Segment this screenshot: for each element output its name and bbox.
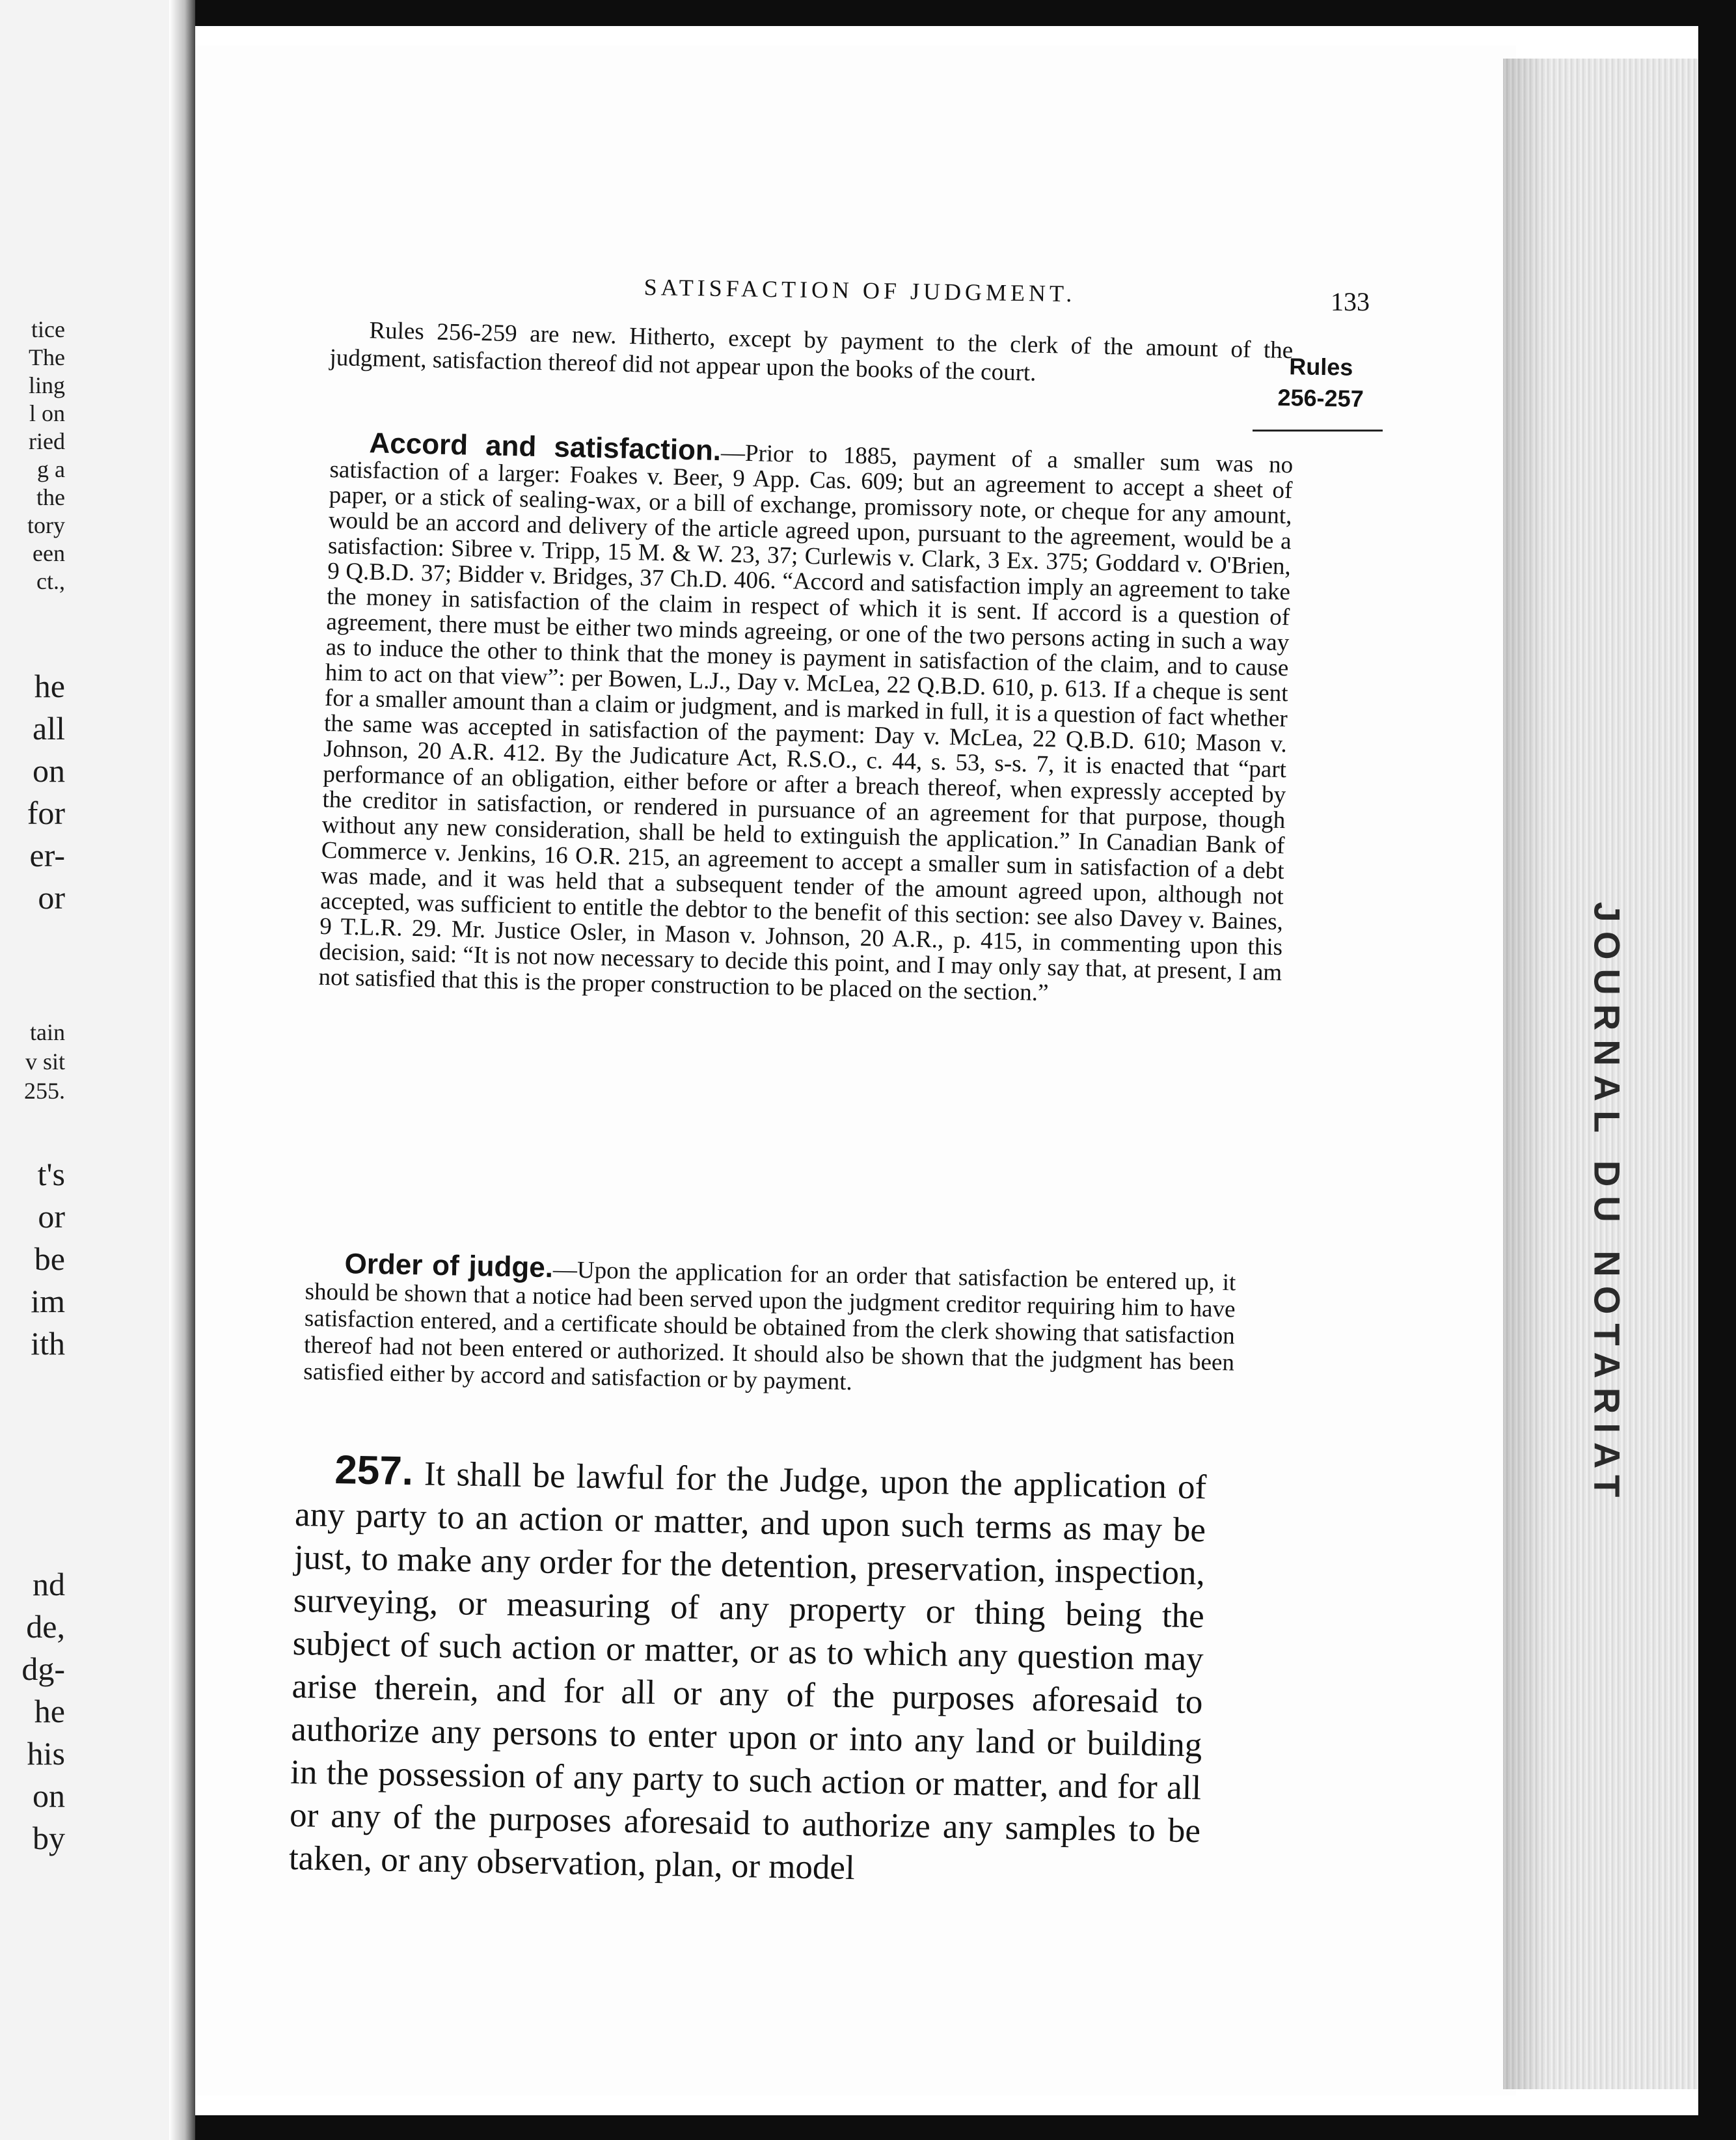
- left-fragment: on: [33, 752, 65, 789]
- margin-note-range: 256-257: [1277, 383, 1364, 413]
- accord-paragraph: [318, 427, 1294, 1011]
- left-fragment: nd: [33, 1566, 65, 1602]
- left-fragment: v sit: [25, 1049, 65, 1075]
- left-fragment: the: [36, 484, 65, 510]
- left-fragment: ried: [29, 428, 65, 454]
- left-fragment: or: [38, 1198, 65, 1235]
- rule-257-paragraph: [288, 1448, 1206, 1895]
- left-fragment: ct.,: [36, 568, 65, 594]
- left-fragment: tice: [31, 316, 65, 342]
- left-fragment: tory: [27, 512, 65, 538]
- left-fragment: t's: [37, 1156, 65, 1192]
- scan-frame-bottom: [0, 2115, 1736, 2140]
- scan-frame-top: [0, 0, 1736, 26]
- left-fragment: im: [31, 1283, 65, 1319]
- left-fragment: by: [33, 1820, 65, 1856]
- left-fragment: he: [34, 668, 65, 704]
- rule-number: 257.: [334, 1447, 414, 1494]
- left-fragment: een: [33, 540, 65, 566]
- spine-title: JOURNAL DU NOTARIAT: [1586, 901, 1628, 1507]
- intro-text: Rules 256-259 are new. Hitherto, except by payment to the clerk of the amount of the judgment, satisfaction thereof did not appear upon the books of the court.: [329, 317, 1294, 387]
- order-heading: Order of judge.: [344, 1248, 554, 1284]
- page-gutter: [169, 0, 195, 2140]
- left-fragment: his: [27, 1735, 65, 1772]
- scan-frame-right: [1698, 0, 1736, 2140]
- edge-shadow: [1503, 59, 1549, 2089]
- left-fragment: 255.: [24, 1078, 65, 1104]
- margin-note-label: Rules: [1289, 353, 1353, 381]
- left-fragment: ling: [28, 372, 65, 398]
- accord-heading: Accord and satisfaction.: [369, 427, 722, 467]
- left-fragment: or: [38, 879, 65, 916]
- left-fragment: l on: [29, 400, 65, 426]
- order-paragraph: [303, 1250, 1236, 1403]
- left-fragment: all: [33, 710, 65, 747]
- left-fragment: for: [27, 795, 65, 831]
- left-fragment: on: [33, 1777, 65, 1814]
- left-fragment: er-: [29, 837, 65, 873]
- left-fragment: de,: [26, 1608, 65, 1645]
- left-fragment: be: [34, 1241, 65, 1277]
- margin-rule: [1253, 430, 1383, 432]
- order-text: —Upon the application for an order that satisfaction be entered up, it should be shown that a notice had been served upon the judgment creditor requiring him to have satisfaction entered, and a certificate should be obtained from the clerk showing that satisfaction thereof had not been entered or authorized. It should also be shown that the judgment has been satisfied either by accord and satisfaction or by payment.: [303, 1256, 1236, 1396]
- left-fragment: he: [34, 1693, 65, 1729]
- page-number: 133: [1331, 287, 1370, 316]
- accord-text: —Prior to 1885, payment of a smaller sum was no satisfaction of a larger: Foakes v. Beer, 9 App. Cas. 609; but an agreement to accept a sheet of paper, or a stick of sealing-wax, or a bill of exchange, promissory note, or cheque for any amount, would be an accord and delivery of the article agreed upon, pursuant to the agreement, would be a satisfaction: Sibree v. Tripp, 15 M. & W. 23, 37; Curlewis v. Clark, 3 Ex. 375; Goddard v. O'Brien, 9 Q.B.D. 37; Bidder v. Bridges, 37 Ch.D. 406. “Accord and satisfaction imply an agreement to take the money in satisfaction of the claim in respect of which it is sent. If accord is a question of agreement, there must be either two minds agreeing, or one of the two persons acting in such a way as to induce the other to think that the money is payment in satisfaction of the claim, and to cause him to act on that view”: per Bowen, L.J., Day v. McLea, 22 Q.B.D. 610, p. 613. If a cheque is sent for a smaller amount than a claim or judgment, and is marked in full, it is a question of fact whether the same was accepted in satisfaction of the payment: Day v. McLea, 22 Q.B.D. 610; Mason v. Johnson, 20 A.R. 412. By the Judicature Act, R.S.O., c. 44, s. 53, s-s. 7, it is enacted that “part performance of an obligation, either before or after a breach thereof, when expressly accepted by the creditor in satisfaction, or rendered in pursuance of an agreement for that purpose, though without any new consideration, shall be held to extinguish the application.” In Canadian Bank of Commerce v. Jenkins, 16 O.R. 215, an agreement to accept a smaller sum in satisfaction of a debt was made, and it was held that a subsequent tender of the amount agreed upon, although not accepted, was sufficient to entitle the debtor to the benefit of this section: see also Davey v. Baines, 9 T.L.R. 29. Mr. Justice Osler, in Mason v. Johnson, 20 A.R., p. 415, in commenting upon this decision, said: “It is not now necessary to decide this point, and I may only say that, at present, I am not satisfied that this is the proper construction to be placed on the section.”: [318, 439, 1294, 1007]
- left-fragment: dg-: [21, 1651, 65, 1687]
- left-fragment: g a: [37, 456, 65, 482]
- running-title: SATISFACTION OF JUDGMENT.: [644, 273, 1076, 307]
- left-fragment: tain: [30, 1019, 65, 1045]
- facing-page: [0, 0, 195, 2140]
- left-fragment: The: [29, 344, 65, 370]
- left-fragment: ith: [31, 1325, 65, 1362]
- rule-text: It shall be lawful for the Judge, upon the application of any party to an action or matter, and upon such terms as may be just, to make any order for the detention, preservation, inspection, surveying, or measuring of any property or thing being the subject of such action or matter, or as to which any question may arise therein, and for all or any of the purposes aforesaid to authorize any persons to enter upon or into any land or building in the possession of any party to such action or matter, and for all or any of the purposes aforesaid to authorize any samples to be taken, or any observation, plan, or model: [288, 1455, 1207, 1887]
